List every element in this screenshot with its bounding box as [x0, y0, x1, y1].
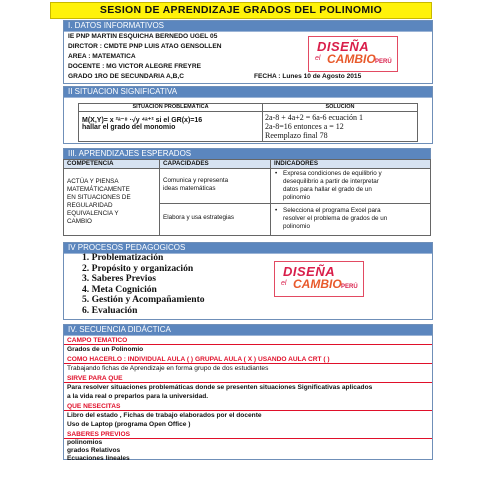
saberes-previos-label: SABERES PREVIOS — [64, 430, 432, 439]
saberes-item: polinomios — [67, 439, 103, 446]
sirve-para-que-text-1: Para resolver situaciones problemáticas donde se presenten situaciones Significativas aplicados — [67, 384, 373, 391]
grado-line: GRADO 1RO DE SECUNDARIA A,B,C — [68, 73, 185, 80]
como-hacerlo-text: Trabajando fichas de Aprendizaje en forma grupo de dos estudiantes — [67, 365, 269, 372]
indicador-2: • Selecciona el programa Excel para resolver el problema de grados de un polinomio — [271, 204, 431, 236]
campo-tematico-text: Grados de un Polinomio — [67, 346, 144, 353]
procesos-section — [63, 242, 433, 320]
solution-line-3: Reemplazo final 78 — [265, 131, 328, 140]
situacion-header: II SITUACION SIGNIFICATIVA — [64, 87, 432, 98]
docente-line: DOCENTE : MG VICTOR ALEGRE FREYRE — [68, 63, 201, 70]
proceso-item: 4. Meta Cognición — [82, 283, 157, 295]
proceso-item: 1. Problematización — [82, 252, 164, 263]
secuencia-header: IV. SECUENCIA DIDÁCTICA — [64, 325, 432, 336]
proceso-item: 2. Propósito y organización — [82, 262, 194, 274]
aprendizajes-header: III. APRENDIZAJES ESPERADOS — [63, 148, 431, 160]
problem-formula: M(X,Y)= x ²ᵃ⁻⁸ ·√y ⁴ᵃ⁺² si el GR(x)=16 — [82, 117, 203, 124]
page-title: SESION DE APRENDIZAJE GRADOS DEL POLINOMIO — [50, 2, 432, 19]
competencia-cell: ACTÚA Y PIENSA MATEMÁTICAMENTE EN SITUACIONES DE REGULARIDAD EQUIVALENCIA Y CAMBIO — [64, 169, 160, 236]
aprendizajes-table — [63, 159, 431, 236]
saberes-item: grados Relativos — [67, 447, 121, 454]
col-solucion: SOLUCION — [263, 104, 418, 112]
secuencia-section — [63, 324, 433, 460]
sirve-para-que-text-2: a la vida real o preparlos para la universidad. — [67, 393, 209, 400]
datos-header: I. DATOS INFORMATIVOS — [64, 21, 432, 32]
disena-el-cambio-logo: DISEÑA el CAMBIO PERÚ — [274, 261, 364, 297]
capacidad-elabora: Elabora y usa estrategias — [160, 204, 271, 236]
proceso-item: 6. Evaluación — [82, 304, 138, 316]
saberes-item: Ecuaciones lineales — [67, 455, 130, 462]
como-hacerlo-label: COMO HACERLO : INDIVIDUAL AULA ( ) GRUPAL AULA ( X ) USANDO AULA CRT ( ) — [64, 355, 432, 364]
problem-question: hallar el grado del monomio — [82, 124, 176, 131]
campo-tematico-label: CAMPO TEMATICO — [64, 336, 432, 345]
solution-line-2: 2a-8=16 entonces a = 12 — [265, 122, 344, 131]
proceso-item: 3. Saberes Previos — [82, 273, 156, 285]
situacion-table — [78, 103, 418, 142]
institution-line: IE PNP MARTIN ESQUICHA BERNEDO UGEL 05 — [68, 33, 218, 40]
sirve-para-que-label: SIRVE PARA QUE — [64, 374, 432, 383]
col-indicadores: INDICADORES — [271, 160, 431, 169]
que-necesitas-label: QUE NESECITAS — [64, 402, 432, 411]
datos-informativos-section — [63, 20, 433, 84]
capacidad-comunica: Comunica y representa ideas matemáticas — [160, 169, 271, 204]
proceso-item: 5. Gestión y Acompañamiento — [82, 294, 205, 306]
indicador-1: • Expresa condiciones de equilibrio y desequilibrio a partir de interpretar datos para hallar el grado de un polinomio — [271, 169, 431, 204]
col-situacion: SITUACION PROBLEMÁTICA — [79, 104, 263, 112]
procesos-header: IV PROCESOS PEDAGOGICOS — [64, 243, 432, 254]
col-competencia: COMPETENCIA — [64, 160, 160, 169]
fecha-line: FECHA : Lunes 10 de Agosto 2015 — [254, 73, 362, 80]
que-necesitas-text-2: Uso de Laptop (programa Open Office ) — [67, 421, 191, 428]
col-capacidades: CAPACIDADES — [160, 160, 271, 169]
situacion-significativa-section — [63, 86, 433, 144]
que-necesitas-text-1: Libro del estado , Fichas de trabajo elaborados por el docente — [67, 412, 262, 419]
director-line: DIRCTOR : CMDTE PNP LUIS ATAO GENSOLLEN — [68, 43, 222, 50]
aprendizajes-section — [63, 148, 431, 236]
procesos-list — [82, 253, 205, 317]
area-line: AREA : MATEMATICA — [68, 53, 136, 60]
disena-el-cambio-logo: DISEÑA el CAMBIO PERÚ — [308, 36, 398, 72]
solution-line-1: 2a-8 + 4a+2 = 6a-6 ecuación 1 — [265, 113, 363, 122]
